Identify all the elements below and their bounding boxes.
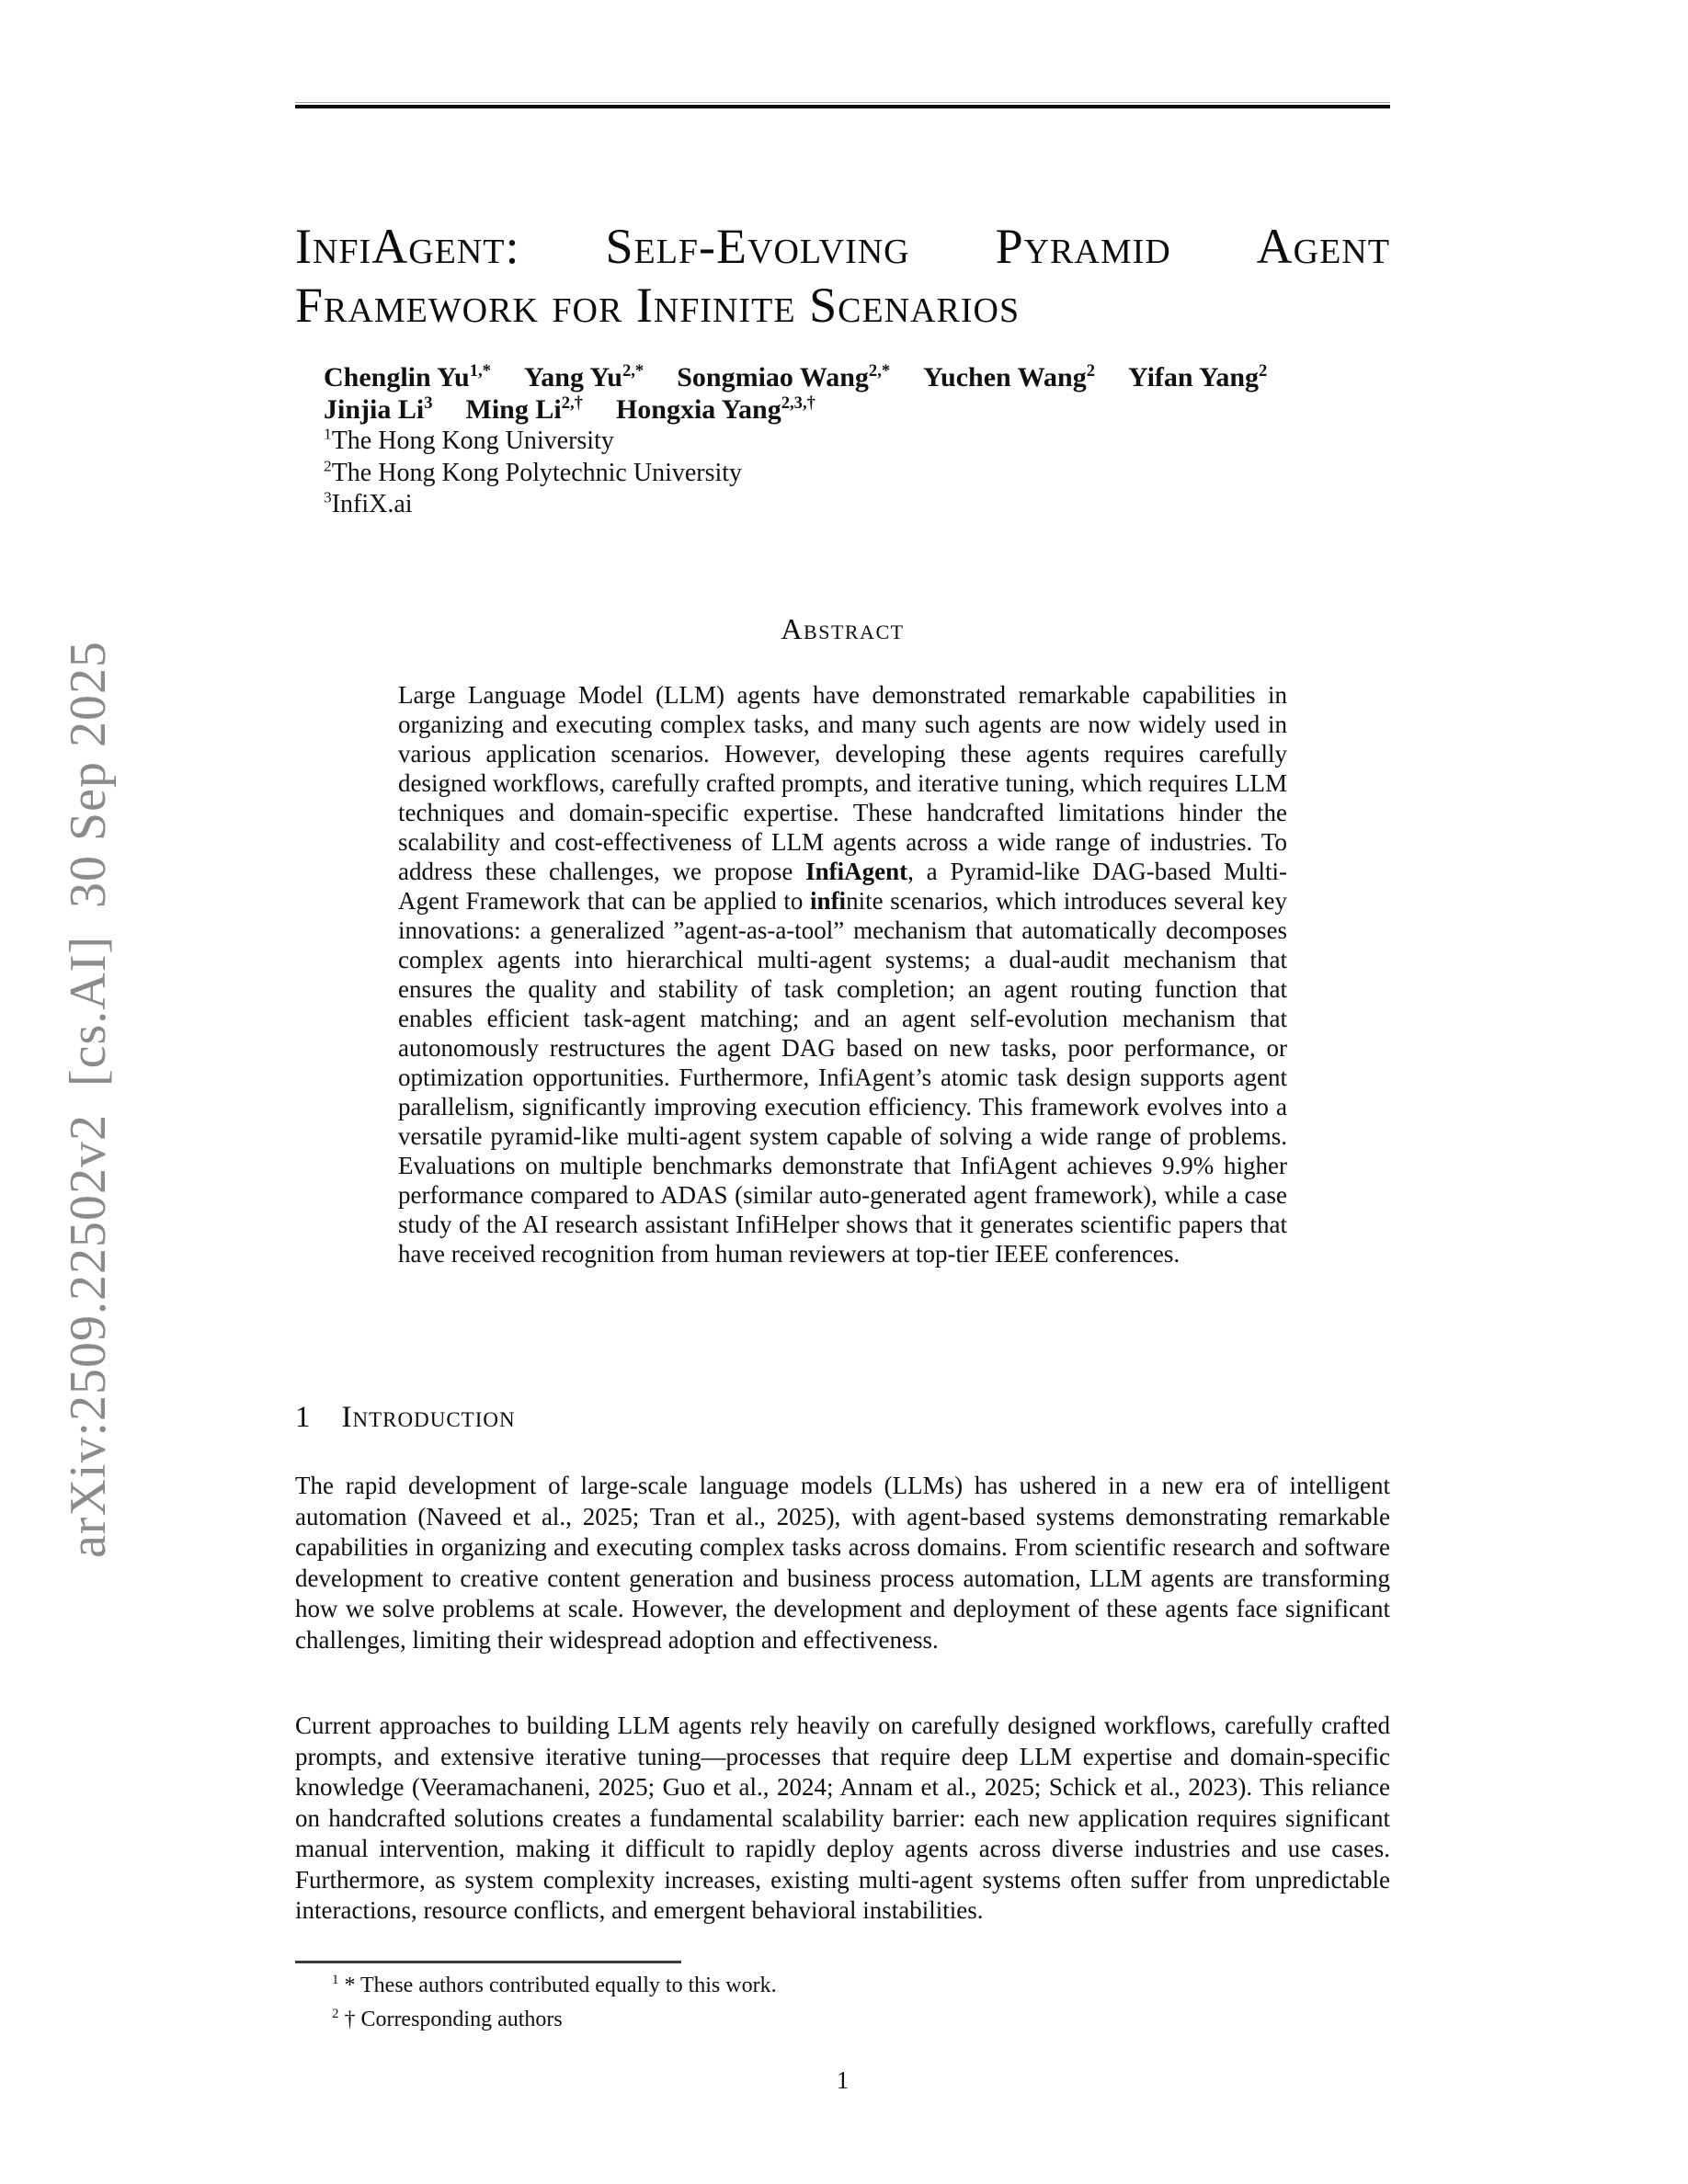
title-part-agent: Agent <box>1256 219 1390 274</box>
author: Jinjia Li$^3$ <box>324 393 433 425</box>
title-part-infiagent: InfiAgent: <box>295 219 520 274</box>
affiliation: $^3$InfiX.ai <box>324 488 413 518</box>
abstract-bold-infi: infi <box>810 887 847 915</box>
footnote-marker: 2 <box>332 2007 339 2021</box>
author-line-1 <box>324 361 1390 393</box>
section-title: Introduction <box>341 1401 516 1434</box>
footnote-marker: 1 <box>332 1973 339 1987</box>
footnotes <box>332 1969 1389 2037</box>
abstract-text: Large Language Model (LLM) agents have demonstrated remarkable capabilities in organizing and executing complex tasks, and many such agents are now widely used in various application scenarios. However, developing these agents requires carefully designed workflows, carefully crafted prompts, and iterative tuning, which requires LLM techniques and domain-specific expertise. These handcrafted limitations hinder the scalability and cost-effectiveness of LLM agents across a wide range of industries. To address these challenges, we propose <box>398 681 1287 885</box>
affil-marker: 2 <box>324 457 332 475</box>
footnote-corresponding-authors: $^2$ † Corresponding authors <box>332 2007 563 2031</box>
author: Yifan Yang$^2$ <box>1128 361 1268 392</box>
author: Ming $Li^{2,\dagger}$ <box>465 393 583 425</box>
header-rule-thin <box>295 102 1390 103</box>
authors-block <box>324 361 1390 521</box>
footnote-rule <box>295 1961 681 1963</box>
author: Songmiao Wang$^{2,*}$ <box>677 361 891 392</box>
author-affil-marker: 2 <box>1086 361 1096 381</box>
author: Yang $Yu^{2,*}$ <box>523 361 644 392</box>
paper-title-line1 <box>295 217 1390 276</box>
author-affil-marker: 2,† <box>561 393 583 413</box>
abstract-heading: Abstract <box>781 612 905 645</box>
paper-title-line2: Framework for Infinite Scenarios <box>295 278 1021 333</box>
abstract-text: , a Pyramid-like DAG-based Multi-Agent Framework that can be applied to <box>398 858 1287 915</box>
author: Hongxia Yang$^{2,3,\dagger}$ <box>615 393 815 425</box>
arxiv-watermark: arXiv:2509.22502v2 [cs.AI] 30 Sep 2025 <box>60 640 117 1559</box>
author-affil-marker: 2,* <box>622 361 644 381</box>
author-line-2 <box>324 393 1390 426</box>
author-affil-marker: 2 <box>1259 361 1268 381</box>
intro-paragraph-2: Current approaches to building LLM agents rely heavily on carefully designed workflows, carefully crafted prompts, and extensive iterative tuning—processes that require deep LLM expertise and domain-specific knowledge (Veeramachaneni, 2025; Guo et al., 2024; Annam et al., 2025; Schick et al., 2023). This reliance on handcrafted solutions creates a fundamental scalability barrier: each new application requires significant manual intervention, making it difficult to rapidly deploy agents across diverse industries and use cases. Furthermore, as system complexity increases, existing multi-agent systems often suffer from unpredictable interactions, resource conflicts, and emergent behavioral instabilities. <box>295 1712 1390 1924</box>
section-number: 1 <box>295 1401 311 1434</box>
author-affil-marker: 2,* <box>868 361 891 381</box>
section-heading-introduction <box>295 1401 1390 1435</box>
abstract-bold-infiagent: InfiAgent <box>805 858 908 885</box>
header-rule-thick <box>295 105 1390 108</box>
title-part-self-evolving: Self-Evolving <box>605 219 910 274</box>
abstract-text: nite scenarios, which introduces several key innovations: a generalized ”agent-as-a-tool” mechanism that automatically decomposes complex agents into hierarchical multi-agent systems; a dual-audit mechanism that ensures the quality and stability of task completion; an agent routing function that enables efficient task-agent matching; and an agent self-evolution mechanism that autonomously restructures the agent DAG based on new tasks, poor performance, or optimization opportunities. Furthermore, InfiAgent’s atomic task design supports agent parallelism, significantly improving execution efficiency. This framework evolves into a versatile pyramid-like multi-agent system capable of solving a wide range of problems. Evaluations on multiple benchmarks demonstrate that InfiAgent achieves 9.9% higher performance compared to ADAS (similar auto-generated agent framework), while a case study of the AI research assistant InfiHelper shows that it generates scientific papers that have received recognition from human reviewers at top-tier IEEE conferences. <box>398 887 1287 1268</box>
affil-marker: 3 <box>324 488 332 506</box>
title-part-pyramid: Pyramid <box>995 219 1171 274</box>
author-affil-marker: 3 <box>424 393 433 413</box>
author: Chenglin $Yu^{1,*}$ <box>324 361 491 392</box>
abstract-body <box>398 680 1287 1268</box>
author-affil-marker: 2,3,† <box>781 393 815 413</box>
author-affil-marker: 1,* <box>469 361 491 381</box>
affiliation: $^2$The Hong Kong Polytechnic University <box>324 457 743 487</box>
affil-marker: 1 <box>324 425 332 443</box>
footnote-equal-contribution: $^1$ * These authors contributed equally to this work. <box>332 1973 777 1997</box>
page-number: 1 <box>836 2066 850 2094</box>
intro-paragraph-1: The rapid development of large-scale language models (LLMs) has ushered in a new era of intelligent automation (Naveed et al., 2025; Tran et al., 2025), with agent-based systems demonstrating remarkable capabilities in organizing and executing complex tasks across domains. From scientific research and software development to creative content generation and business process automation, LLM agents are transforming how we solve problems at scale. However, the development and deployment of these agents face significant challenges, limiting their widespread adoption and effectiveness. <box>295 1472 1390 1654</box>
paper-title <box>295 217 1390 335</box>
affiliation: $^1$The Hong Kong University <box>324 425 614 455</box>
author: Yuchen Wang$^2$ <box>923 361 1096 392</box>
